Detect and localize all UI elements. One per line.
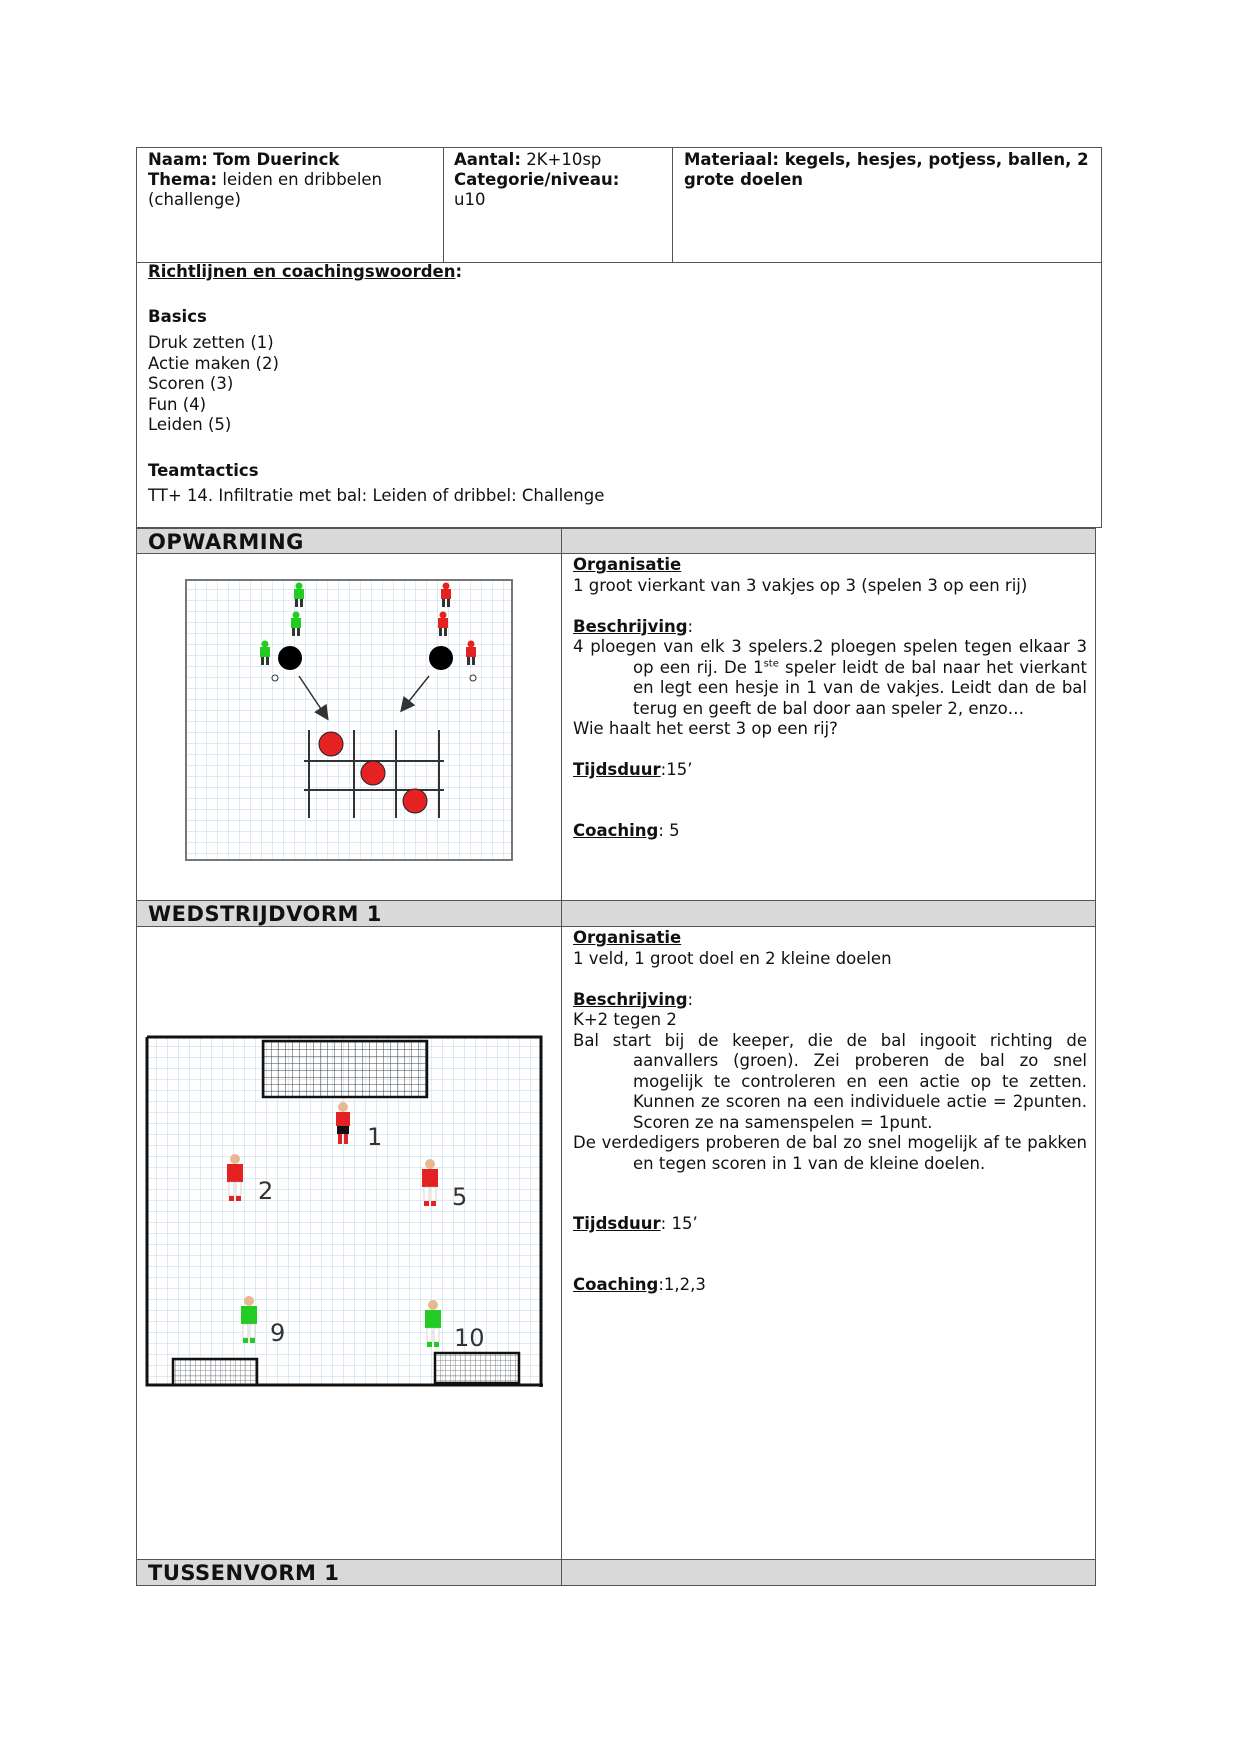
opwarming-text: Organisatie 1 groot vierkant van 3 vakjes op 3 (spelen 3 op een rij) Beschrijving: 4 ploegen van elk 3 spelers.2 ploegen spelen tegen elkaar 3 op een rij. De 1ste speler leidt de bal naar het vierkant en legt een hesje in 1 van de vakjes. Leidt dan de bal terug en geeft de bal door aan speler 2, enzo… Wie haalt het eerst 3 op een rij? Tijdsduur:15’ Coaching: 5 [573, 555, 1087, 840]
basics-item: Druk zetten (1) [148, 333, 274, 352]
header-divider-2 [672, 147, 673, 263]
thema-label: Thema: [148, 170, 218, 189]
rule [136, 1559, 1096, 1560]
player-number: 10 [454, 1324, 485, 1352]
tijdsduur-label: Tijdsduur [573, 1214, 661, 1233]
player-number: 1 [367, 1123, 383, 1151]
beschrijving-text-2: De verdedigers proberen de bal zo snel mogelijk af te pakken en tegen scoren in 1 van de kleine doelen. [573, 1133, 1087, 1173]
tijdsduur-value: :15’ [660, 760, 693, 779]
coaching-value: : 5 [658, 820, 680, 840]
rule [136, 900, 1096, 901]
beschrijving-text-2: Wie haalt het eerst 3 op een rij? [573, 719, 838, 738]
coaching-value: :1,2,3 [658, 1274, 706, 1294]
beschrijving-text: Bal start bij de keeper, die de bal ingooit richting de aanvallers (groen). Zei proberen de bal zo snel mogelijk te controleren en een actie op te zetten. Kunnen ze scoren na een individuele actie = 2punten. Scoren ze na samenspelen = 1punt. [573, 1030, 1087, 1132]
marker-red [403, 789, 427, 813]
aantal-value: 2K+10sp [526, 150, 602, 169]
player-number: 5 [452, 1183, 468, 1211]
materiaal-line-1: Materiaal: kegels, hesjes, potjess, ballen, 2 [684, 150, 1089, 169]
marker-red [361, 761, 385, 785]
tijdsduur-value: : 15’ [660, 1214, 698, 1233]
player-number: 9 [270, 1319, 286, 1347]
organisatie-text: 1 veld, 1 groot doel en 2 kleine doelen [573, 948, 892, 968]
naam-line [148, 150, 339, 171]
basics-list [148, 333, 279, 436]
player-number: 2 [258, 1177, 274, 1205]
naam-value: Tom Duerinck [213, 150, 340, 169]
beschrijving-text: 4 ploegen van elk 3 spelers.2 ploegen spelen tegen elkaar 3 op een rij. De 1ste speler leidt de bal naar het vierkant en legt een hesje in 1 van de vakjes. Leidt dan de bal terug en geeft de bal door aan speler 2, enzo… [573, 637, 1087, 718]
teamtactics-text: TT+ 14. Infiltratie met bal: Leiden of dribbel: Challenge [148, 486, 605, 505]
beschrijving-label: Beschrijving [573, 989, 688, 1009]
opwarming-diagram [184, 578, 516, 864]
cone-black [278, 646, 302, 670]
naam-label: Naam: [148, 150, 208, 169]
basics-item: Leiden (5) [148, 415, 232, 434]
small-goal [435, 1353, 519, 1383]
beschrijving-label: Beschrijving [573, 616, 688, 636]
thema-value: leiden en dribbelen [222, 170, 383, 189]
wedstrijdvorm-diagram [145, 1035, 549, 1393]
organisatie-label: Organisatie [573, 928, 682, 947]
small-goal [173, 1359, 257, 1385]
coaching-label: Coaching [573, 1274, 659, 1294]
coaching-label: Coaching [573, 820, 659, 840]
cone-black [429, 646, 453, 670]
materiaal-line-2: grote doelen [684, 170, 804, 189]
thema-value-2: (challenge) [148, 190, 241, 209]
basics-item: Fun (4) [148, 394, 207, 414]
organisatie-text: 1 groot vierkant van 3 vakjes op 3 (spelen 3 op een rij) [573, 575, 1028, 595]
sections-divider [561, 528, 562, 1586]
section-title-tussenvorm: TUSSENVORM 1 [148, 1561, 340, 1585]
wedstrijdvorm-text: Organisatie 1 veld, 1 groot doel en 2 kleine doelen Beschrijving: K+2 tegen 2 Bal start bij de keeper, die de bal ingooit richting de aanvallers (groen). Zei proberen de bal zo snel mogelijk te controleren en een actie op te zetten. Kunnen ze scoren na een individuele actie = 2punten. Scoren ze na samenspelen = 1punt. De verdedigers proberen de bal zo snel mogelijk af te pakken en tegen scoren in 1 van de kleine doelen. Tijdsduur: 15’ Coaching:1,2,3 [573, 928, 1087, 1294]
section-title-wedstrijdvorm: WEDSTRIJDVORM 1 [148, 902, 382, 926]
teamtactics-title: Teamtactics [148, 461, 259, 480]
basics-item: Actie maken (2) [148, 353, 279, 373]
ball [470, 675, 476, 681]
basics-item: Scoren (3) [148, 374, 234, 393]
tijdsduur-label: Tijdsduur [573, 760, 661, 779]
categorie-value: u10 [454, 190, 486, 209]
guidelines-title: Richtlijnen en coachingswoorden: [148, 262, 463, 281]
header-divider-1 [443, 147, 444, 263]
beschrijving-line: K+2 tegen 2 [573, 1010, 677, 1029]
organisatie-label: Organisatie [573, 555, 682, 574]
basics-title: Basics [148, 307, 207, 326]
ball [272, 675, 278, 681]
aantal-line [454, 150, 601, 171]
thema-line [148, 170, 382, 191]
big-goal [263, 1041, 427, 1097]
aantal-label: Aantal: [454, 150, 521, 169]
marker-red [319, 732, 343, 756]
section-title-opwarming: OPWARMING [148, 530, 304, 554]
rule [136, 926, 1096, 927]
categorie-label: Categorie/niveau: [454, 170, 620, 189]
